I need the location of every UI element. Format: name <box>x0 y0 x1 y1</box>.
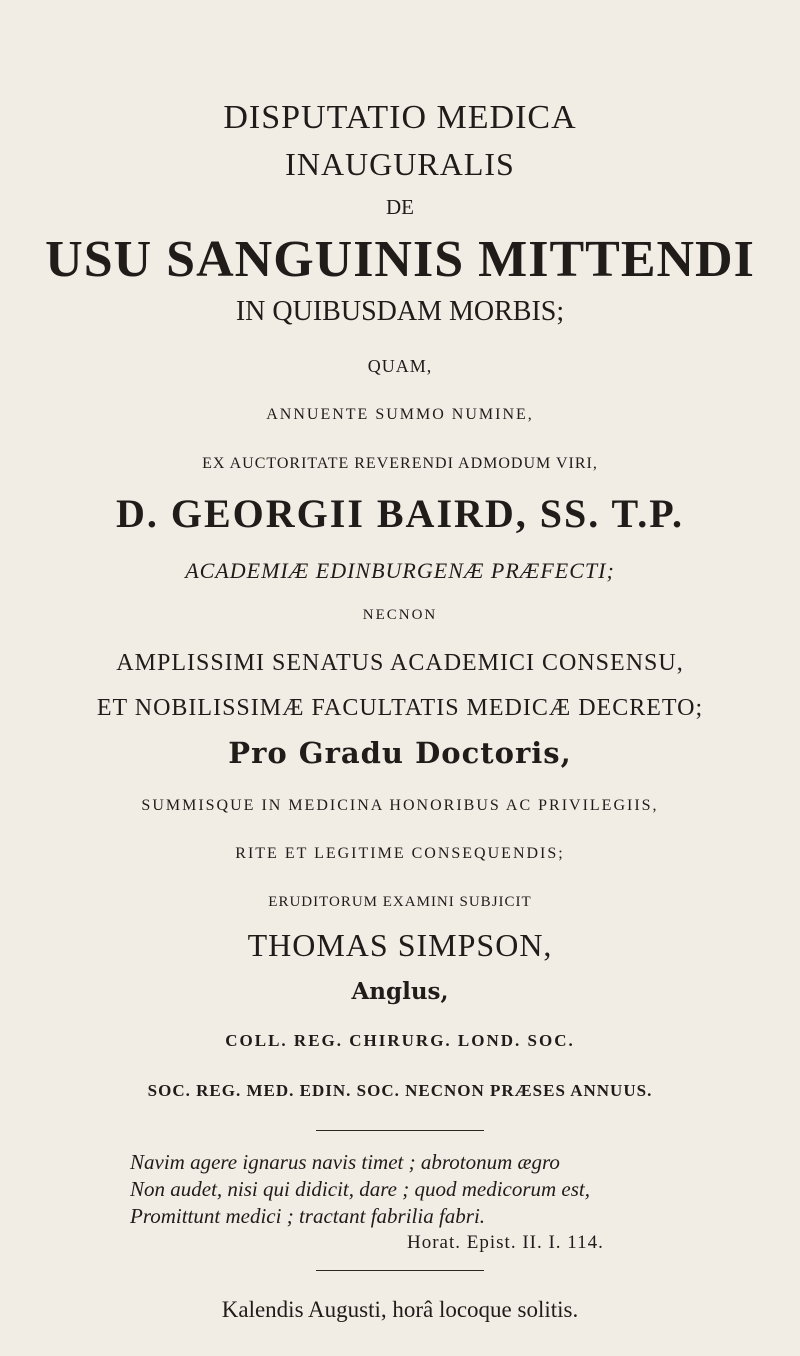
text-auctoritate: EX AUCTORITATE REVERENDI ADMODUM VIRI, <box>202 455 598 472</box>
divider-rule-1 <box>316 1130 484 1131</box>
text-soc-reg: SOC. REG. MED. EDIN. SOC. NECNON PRÆSES ANNUUS. <box>147 1081 653 1100</box>
text-eruditorum: ERUDITORUM EXAMINI SUBJICIT <box>268 894 532 910</box>
divider-rule-2 <box>316 1270 484 1271</box>
heading-inauguralis: INAUGURALIS <box>285 146 515 182</box>
heading-de: DE <box>386 195 414 219</box>
text-necnon: NECNON <box>362 607 438 623</box>
epigraph-line-1: Navim agere ignarus navis timet ; abrotonum ægro <box>130 1150 560 1174</box>
text-annuente: ANNUENTE SUMMO NUMINE, <box>266 406 534 423</box>
text-kalendis: Kalendis Augusti, horâ locoque solitis. <box>221 1297 579 1322</box>
text-rite: RITE ET LEGITIME CONSEQUENDIS; <box>235 845 565 862</box>
text-author-name: THOMAS SIMPSON, <box>247 927 553 963</box>
text-facultatis: ET NOBILISSIMÆ FACULTATIS MEDICÆ DECRETO; <box>96 695 704 721</box>
text-principal-name: D. GEORGII BAIRD, SS. T.P. <box>115 491 685 536</box>
text-quam: QUAM, <box>367 356 433 376</box>
heading-subtitle: IN QUIBUSDAM MORBIS; <box>235 296 565 327</box>
text-pro-gradu: Pro Gradu Doctoris, <box>228 736 572 770</box>
text-anglus: Anglus, <box>351 978 449 1005</box>
text-summisque: SUMMISQUE IN MEDICINA HONORIBUS AC PRIVILEGIIS, <box>141 797 659 814</box>
heading-main-subject: USU SANGUINIS MITTENDI <box>45 231 755 288</box>
heading-disputatio: DISPUTATIO MEDICA <box>223 99 577 136</box>
text-academiae: ACADEMIÆ EDINBURGENÆ PRÆFECTI; <box>185 558 615 583</box>
epigraph-line-3: Promittunt medici ; tractant fabrilia fabri. <box>130 1204 486 1228</box>
text-senatus: AMPLISSIMI SENATUS ACADEMICI CONSENSU, <box>116 650 684 676</box>
epigraph-line-2: Non audet, nisi qui didicit, dare ; quod medicorum est, <box>130 1177 591 1201</box>
text-coll-reg: COLL. REG. CHIRURG. LOND. SOC. <box>225 1031 575 1050</box>
epigraph-citation: Horat. Epist. II. I. 114. <box>407 1232 604 1253</box>
